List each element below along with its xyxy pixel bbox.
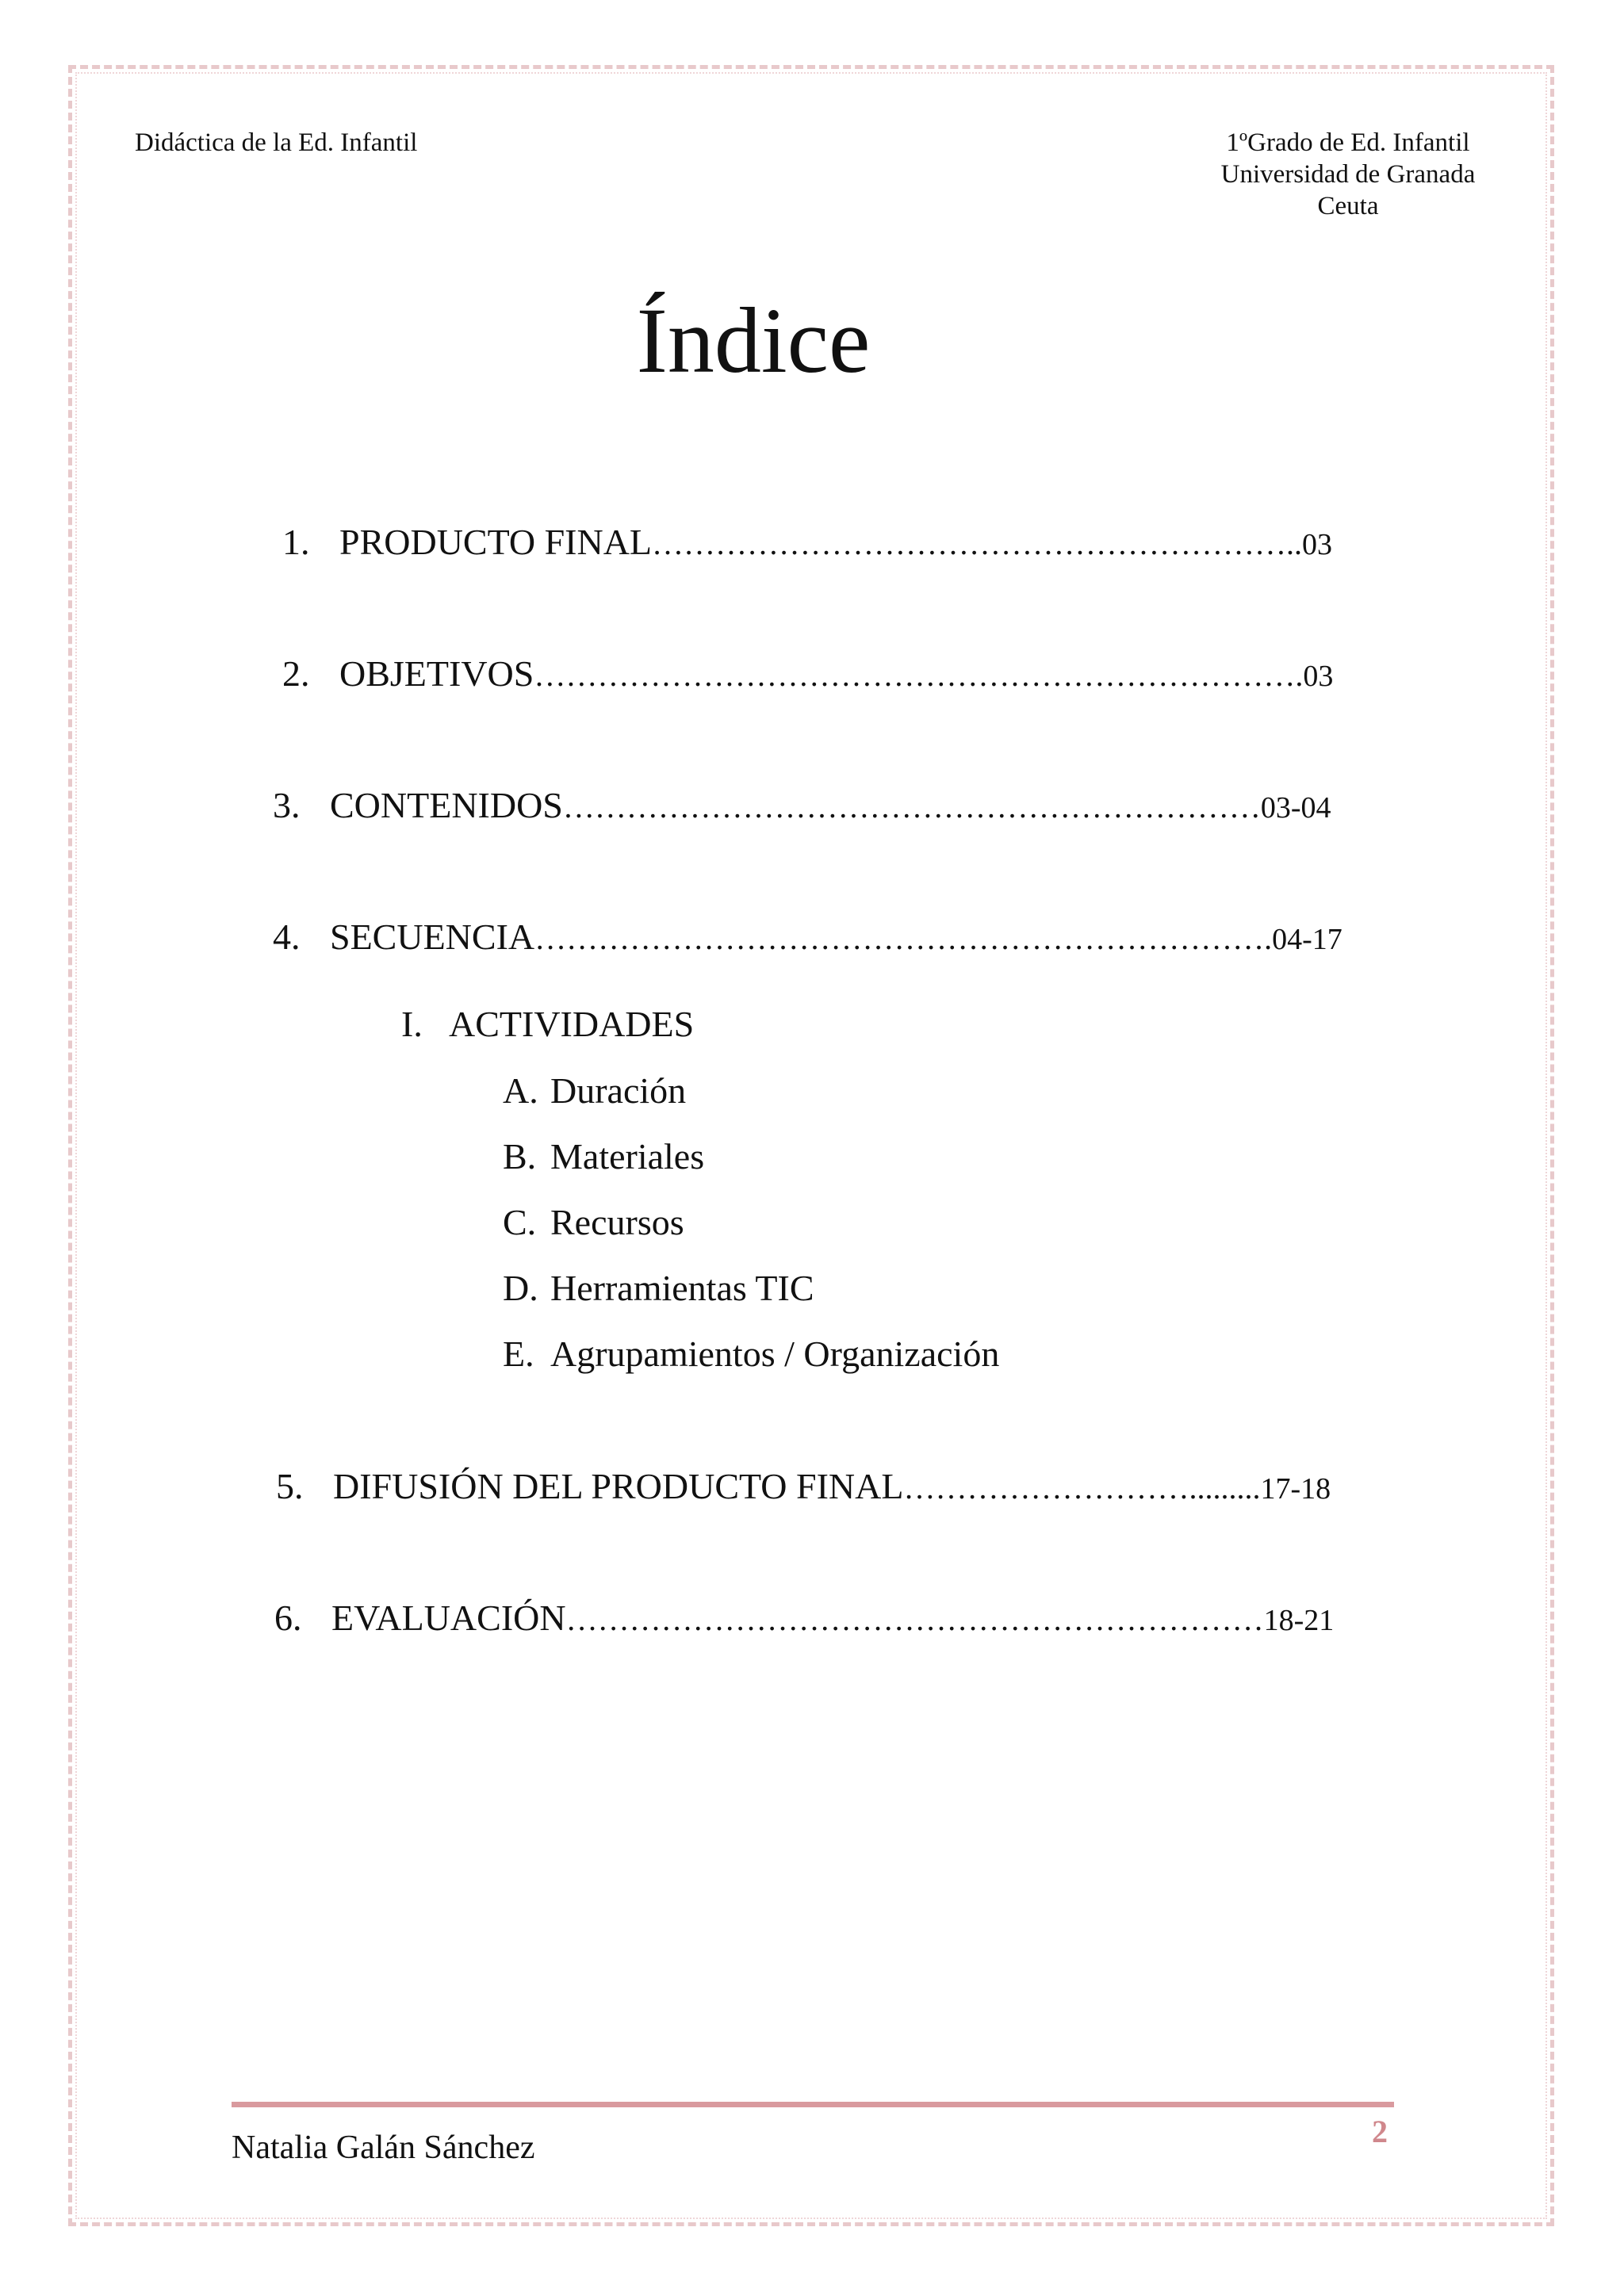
toc-subitem-letter: C. <box>503 1202 537 1242</box>
toc-entry-page: 17-18 <box>1260 1472 1331 1506</box>
toc-subitem <box>503 1200 684 1245</box>
toc-subitem-letter: A. <box>503 1070 538 1111</box>
toc-entry-label: EVALUACIÓN <box>331 1598 566 1638</box>
toc-entry-leader: ………………………………………………………… <box>562 789 1261 825</box>
toc-subitem <box>503 1069 686 1113</box>
toc-entry-number: 1. <box>282 522 310 562</box>
header-university: Universidad de Granada <box>1220 160 1476 189</box>
toc-subitem-letter: D. <box>503 1268 538 1308</box>
toc-entry-label: PRODUCTO FINAL <box>339 522 653 562</box>
toc-entry-label: SECUENCIA <box>330 916 535 957</box>
toc-entry-number: 5. <box>276 1466 304 1506</box>
toc-entry <box>282 520 1332 567</box>
toc-entry <box>273 915 1342 962</box>
toc-subitem-letter: B. <box>503 1136 537 1177</box>
header-institution <box>1189 127 1507 222</box>
toc-entry-number: 2. <box>282 653 310 694</box>
toc-entry-leader: ………………………………………………………… <box>565 1601 1264 1637</box>
toc-subitem <box>503 1266 814 1311</box>
toc-entry-label: OBJETIVOS <box>339 653 534 694</box>
toc-subsection <box>401 1002 694 1047</box>
toc-entry-label: DIFUSIÓN DEL PRODUCTO FINAL <box>333 1466 904 1506</box>
toc-entry-page: 04-17 <box>1272 923 1342 956</box>
toc-entry-leader: ………………………………………………………………. <box>534 657 1304 693</box>
toc-subitem <box>503 1135 704 1179</box>
footer-divider <box>232 2102 1394 2107</box>
toc-entry-page: 03 <box>1303 660 1334 693</box>
toc-entry-page: 03 <box>1302 528 1333 561</box>
toc-entry <box>274 1596 1334 1643</box>
toc-entry <box>276 1464 1331 1511</box>
toc-subitem <box>503 1332 999 1376</box>
toc-entry-number: 3. <box>273 785 301 825</box>
toc-subitem-label: Recursos <box>550 1202 684 1242</box>
page-title: Índice <box>636 289 871 392</box>
toc-entry-leader: ……………………………………………………………. <box>534 920 1273 956</box>
footer-page-number: 2 <box>1372 2114 1388 2149</box>
toc-entry-label: CONTENIDOS <box>330 785 563 825</box>
toc-entry <box>282 652 1333 698</box>
toc-entry-page: 03-04 <box>1260 791 1331 825</box>
toc-entry-leader: ………………………......... <box>903 1470 1261 1506</box>
toc-subitem-label: Agrupamientos / Organización <box>550 1334 1000 1374</box>
toc-subitem-label: Herramientas TIC <box>550 1268 814 1308</box>
toc-entry-leader: …………………………………………………….. <box>652 526 1303 561</box>
toc-subitem-label: Duración <box>550 1070 687 1111</box>
toc-subsection-number: I. <box>401 1004 423 1044</box>
header-course: Didáctica de la Ed. Infantil <box>135 128 418 157</box>
toc-entry-number: 4. <box>273 916 301 957</box>
toc-entry-number: 6. <box>274 1598 302 1638</box>
toc-subsection-label: ACTIVIDADES <box>449 1004 695 1044</box>
toc-entry-page: 18-21 <box>1263 1604 1335 1637</box>
toc-entry <box>273 783 1331 830</box>
toc-subitem-letter: E. <box>503 1334 534 1374</box>
header-degree: 1ºGrado de Ed. Infantil <box>1226 128 1470 157</box>
footer-author: Natalia Galán Sánchez <box>232 2130 535 2166</box>
header-city: Ceuta <box>1317 192 1379 220</box>
toc-subitem-label: Materiales <box>550 1136 705 1177</box>
